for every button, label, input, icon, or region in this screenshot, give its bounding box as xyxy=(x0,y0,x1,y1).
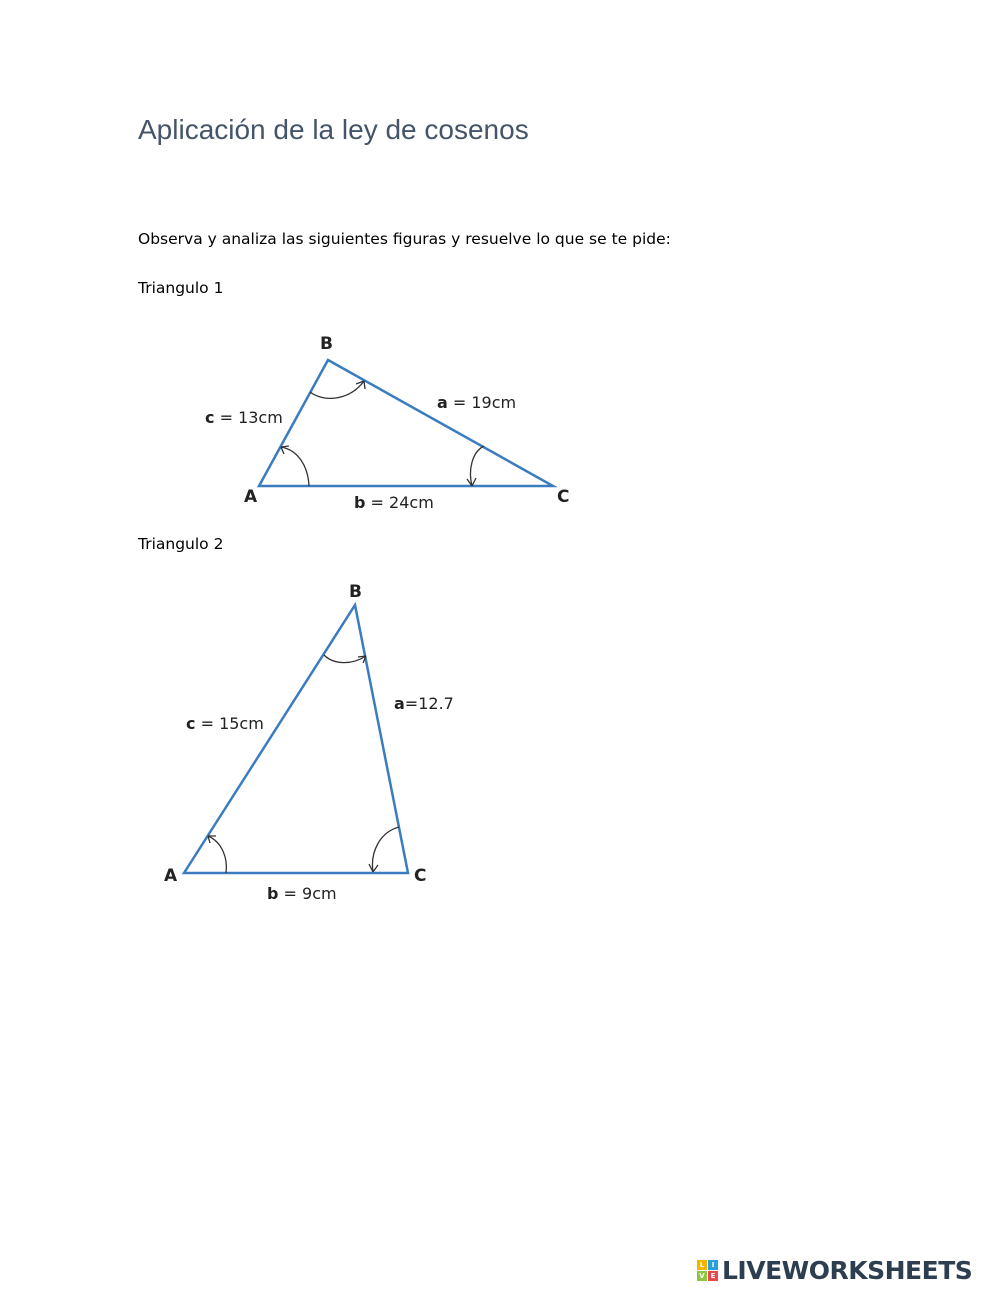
triangle2-angle-a-arc xyxy=(208,836,226,873)
triangle1-angle-c-arc xyxy=(471,446,485,486)
triangle1-figure xyxy=(205,334,569,512)
triangle2-label: Triangulo 2 xyxy=(138,535,224,553)
triangle1-side-b: b = 24cm xyxy=(354,493,434,512)
triangle2-vertex-c: C xyxy=(414,866,427,886)
triangle2-side-b: b = 9cm xyxy=(267,884,337,903)
triangle1-angle-a-arc xyxy=(281,447,309,486)
triangle1-angle-a-arrow xyxy=(281,446,289,454)
triangle1-label: Triangulo 1 xyxy=(138,279,224,297)
triangle2-side-a: a=12.7 xyxy=(394,694,454,713)
triangle2-figure xyxy=(164,582,454,903)
triangle2-angle-c-arrow xyxy=(369,864,378,872)
page-title: Aplicación de la ley de cosenos xyxy=(138,114,529,145)
triangle1-vertex-b: B xyxy=(320,334,333,354)
triangle1-vertex-a: A xyxy=(244,487,258,507)
logo-text: LIVEWORKSHEETS xyxy=(722,1255,973,1285)
instructions-text: Observa y analiza las siguientes figuras y resuelve lo que se te pide: xyxy=(138,230,671,248)
triangle2-shape xyxy=(184,605,408,873)
logo-mark-icon: L I V E xyxy=(697,1260,718,1281)
triangle2-vertex-b: B xyxy=(349,582,362,602)
liveworksheets-logo xyxy=(697,1255,972,1285)
triangle2-angle-c-arc xyxy=(372,827,399,872)
triangle1-side-a: a = 19cm xyxy=(437,393,517,412)
triangle1-shape xyxy=(259,360,553,486)
triangle1-vertex-c: C xyxy=(557,487,570,507)
triangle2-vertex-a: A xyxy=(164,866,178,886)
triangle2-side-c: c = 15cm xyxy=(186,714,264,733)
triangle1-side-c: c = 13cm xyxy=(205,408,283,427)
